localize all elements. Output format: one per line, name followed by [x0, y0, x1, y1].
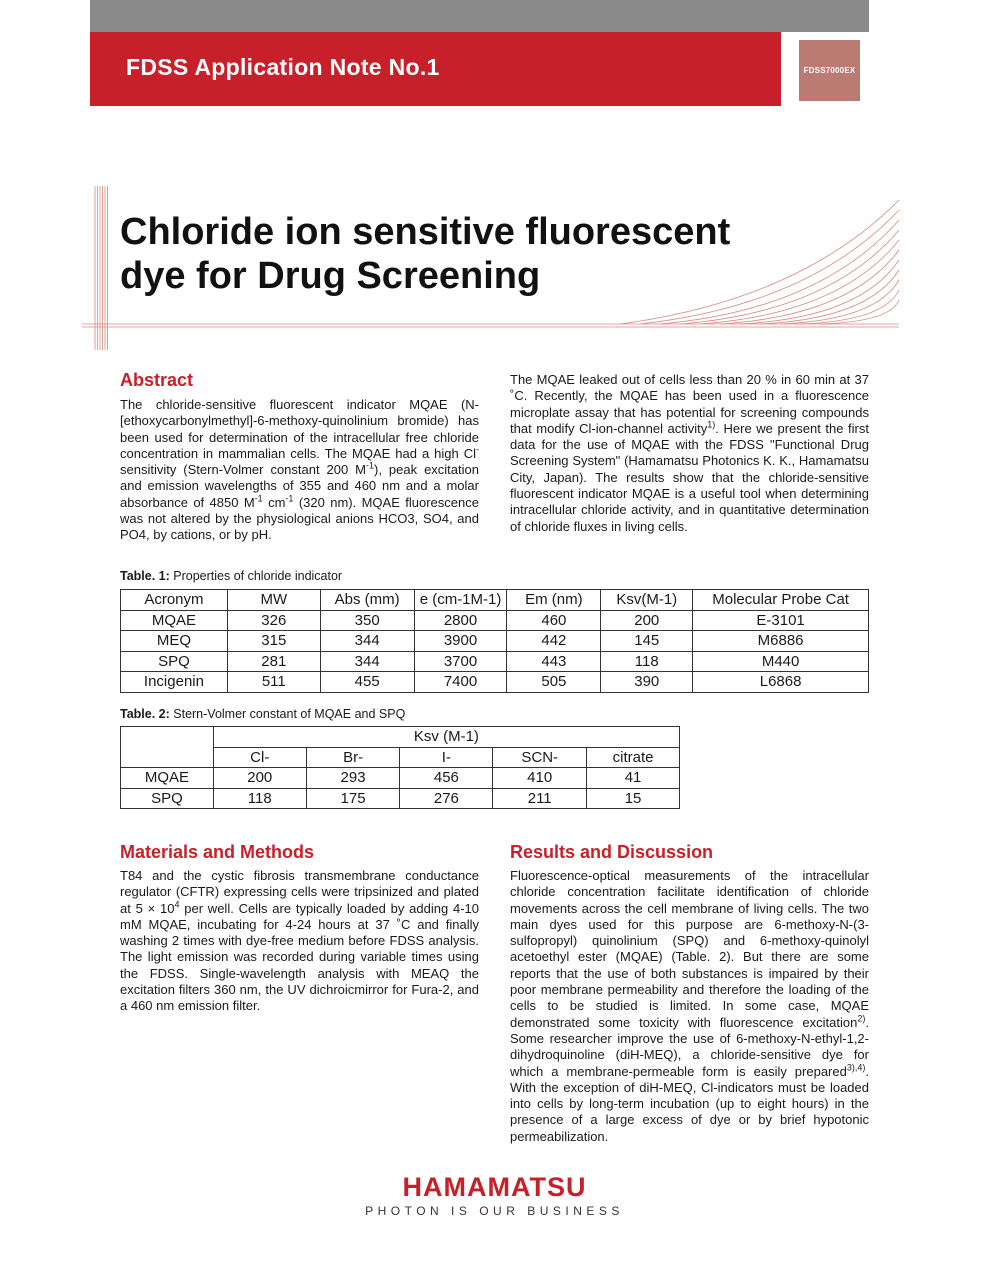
abstract-text: ), peak excitation and emission wavelengths of 355 and 460 nm and a molar absorbance of 4850 M [120, 462, 479, 510]
table2-caption-label: Table. 2: [120, 707, 170, 721]
table-cell: L6868 [693, 672, 869, 693]
abstract-text: sensitivity (Stern-Volmer constant 200 M [120, 462, 367, 478]
table-row [121, 672, 869, 693]
table2-caption [120, 707, 405, 721]
table2-header: SCN- [493, 747, 587, 768]
table-cell: 118 [601, 651, 693, 672]
product-badge: FDSS7000EX [799, 40, 860, 101]
table-cell: 200 [601, 610, 693, 631]
table-cell: MEQ [121, 631, 228, 652]
table-cell: 276 [400, 788, 493, 809]
table-cell: 3900 [414, 631, 507, 652]
superscript: -1 [254, 493, 263, 504]
methods-heading: Materials and Methods [120, 842, 315, 862]
abstract-text: The MQAE leaked out of cells less than 20 % in 60 min at 37 ˚C. Recently, the MQAE has been used in a fluorescence microplate assay that has potential for screening compounds that modify Cl-ion-channel activity [510, 372, 869, 436]
table-cell: 344 [320, 651, 414, 672]
superscript: 1) [707, 419, 716, 430]
table-cell: 200 [213, 768, 306, 789]
abstract-text: The chloride-sensitive fluorescent indicator MQAE (N-[ethoxycarbonylmethyl]-6-methoxy-quinolinium bromide) has been used for determination of the intracellular free chloride concentration in mammalian cells. The MQAE had a high Cl [120, 397, 479, 461]
table2-group-header: Ksv (M-1) [213, 727, 679, 748]
table-cell: M6886 [693, 631, 869, 652]
results-text: Fluorescence-optical measurements of the intracellular chloride concentration facilitate identification of chloride movements across the cell membrane of living cells. The two main dyes used for this purpose are 6-methoxy-N-(3-sulfopropyl) quinolinium (SPQ) and 6-methoxy-quinolyl acetoethyl ester (MQAE) (Table. 2). But there are some reports that the use of both substances is impaired by their poor membrane permeability and therefore the loading of the cells to be studied is limited. In some case, MQAE demonstrated some toxicity with fluorescence excitation [510, 868, 869, 1030]
superscript: 3),4) [846, 1062, 866, 1073]
table-cell: 41 [587, 768, 680, 789]
table-cell: 7400 [414, 672, 507, 693]
table-row [121, 788, 680, 809]
table-cell: 175 [306, 788, 400, 809]
table2-header: Br- [306, 747, 400, 768]
table1-caption-label: Table. 1: [120, 569, 170, 583]
table1-header: Em (nm) [507, 590, 601, 611]
methods-text: per well. Cells are typically loaded by adding 4-10 mM MQAE, incubating for 4-24 hours at 37 ˚C and finally washing 2 times with dye-free medium before FDSS analysis. The light emission was recorded during variable times using the FDSS. Single-wavelength analysis with MEAQ the excitation filters 360 nm, the UV dichroicmirror for Fura-2, and a 460 nm emission filter. [120, 900, 479, 1014]
table1-header-row [121, 590, 869, 611]
company-tagline: PHOTON IS OUR BUSINESS [365, 1204, 624, 1218]
table2 [120, 726, 680, 809]
results-paragraph [510, 868, 869, 1145]
table-cell: 511 [227, 672, 320, 693]
table2-header: citrate [587, 747, 680, 768]
table-cell: 456 [400, 768, 493, 789]
table-cell: 390 [601, 672, 693, 693]
results-heading: Results and Discussion [510, 842, 714, 862]
table-cell: 281 [227, 651, 320, 672]
table-cell: MQAE [121, 768, 214, 789]
table-cell: 460 [507, 610, 601, 631]
table-row [121, 768, 680, 789]
table-cell: 293 [306, 768, 400, 789]
table-cell: 350 [320, 610, 414, 631]
table-cell: 3700 [414, 651, 507, 672]
table-cell: 2800 [414, 610, 507, 631]
table2-corner-cell [121, 727, 214, 768]
table-cell: 211 [493, 788, 587, 809]
header-gray-band [90, 0, 869, 32]
hamamatsu-logo: HAMAMATSU [402, 1172, 587, 1202]
methods-paragraph [120, 868, 479, 1015]
table2-caption-text: Stern-Volmer constant of MQAE and SPQ [169, 707, 406, 721]
table2-header: I- [400, 747, 493, 768]
table-cell: 15 [587, 788, 680, 809]
table-cell: 145 [601, 631, 693, 652]
abstract-text: cm [262, 494, 286, 510]
results-text: . Some researcher improve the use of 6-methoxy-N-ethyl-1,2-dihydroquinoline (diH-MEQ), a chloride-sensitive dye for which a membrane-permeable form is easily prepared [510, 1014, 869, 1079]
table1-caption [120, 569, 342, 583]
table-cell: 344 [320, 631, 414, 652]
title-line-2: dye for Drug Screening [120, 255, 541, 297]
abstract-paragraph-2 [510, 372, 869, 535]
abstract-heading: Abstract [120, 370, 194, 390]
table-cell: 315 [227, 631, 320, 652]
table1-header: Ksv(M-1) [601, 590, 693, 611]
table-cell: 505 [507, 672, 601, 693]
abstract-text: (320 nm). MQAE fluorescence was not altered by the physiological anions HCO3, SO4, and PO4, by cations, or by pH. [120, 494, 479, 543]
table-cell: 455 [320, 672, 414, 693]
table1-header: Acronym [121, 590, 228, 611]
superscript: -1 [285, 493, 294, 504]
table-cell: 442 [507, 631, 601, 652]
table1-header: e (cm-1M-1) [414, 590, 507, 611]
table-row [121, 651, 869, 672]
header-red-bar [90, 32, 781, 106]
superscript: 4 [174, 899, 180, 910]
table1-header: Molecular Probe Cat [693, 590, 869, 611]
table1-header: MW [227, 590, 320, 611]
results-text: . With the exception of diH-MEQ, Cl-indicators must be loaded into cells by long-term incubation (up to eight hours) in the presence of a large excess of dye or by brief hypotonic permeabilization. [510, 1063, 869, 1144]
superscript: -1 [366, 460, 375, 471]
table-row [121, 610, 869, 631]
table1-caption-text: Properties of chloride indicator [169, 569, 343, 583]
superscript: - [476, 444, 479, 455]
abstract-text: . Here we present the first data for the use of MQAE with the FDSS "Functional Drug Screening System" (Hamamatsu Photonics K. K., Hamamatsu City, Japan). The results show that the chloride-sensitive fluorescent indicator MQAE is a useful tool when determining intracellular chloride activity, and in quantitative determination of chloride fluxes in living cells. [510, 420, 869, 534]
table-cell: MQAE [121, 610, 228, 631]
table-cell: M440 [693, 651, 869, 672]
table-cell: E-3101 [693, 610, 869, 631]
table-cell: 118 [213, 788, 306, 809]
table2-group-header-row [121, 727, 680, 748]
header-title: FDSS Application Note No.1 [126, 54, 440, 80]
table1-header: Abs (mm) [320, 590, 414, 611]
table-row [121, 631, 869, 652]
superscript: 2) [857, 1013, 866, 1024]
title-line-1: Chloride ion sensitive fluorescent [120, 211, 731, 253]
document-title [120, 210, 840, 298]
methods-text: T84 and the cystic fibrosis transmembrane conductance regulator (CFTR) expressing cells were tripsinized and plated at 5 × 10 [120, 868, 479, 916]
table-cell: 326 [227, 610, 320, 631]
abstract-paragraph-1 [120, 397, 479, 544]
table2-header: Cl- [213, 747, 306, 768]
table-cell: Incigenin [121, 672, 228, 693]
table-cell: 443 [507, 651, 601, 672]
table-cell: SPQ [121, 788, 214, 809]
table-cell: 410 [493, 768, 587, 789]
table1 [120, 589, 869, 693]
table-cell: SPQ [121, 651, 228, 672]
